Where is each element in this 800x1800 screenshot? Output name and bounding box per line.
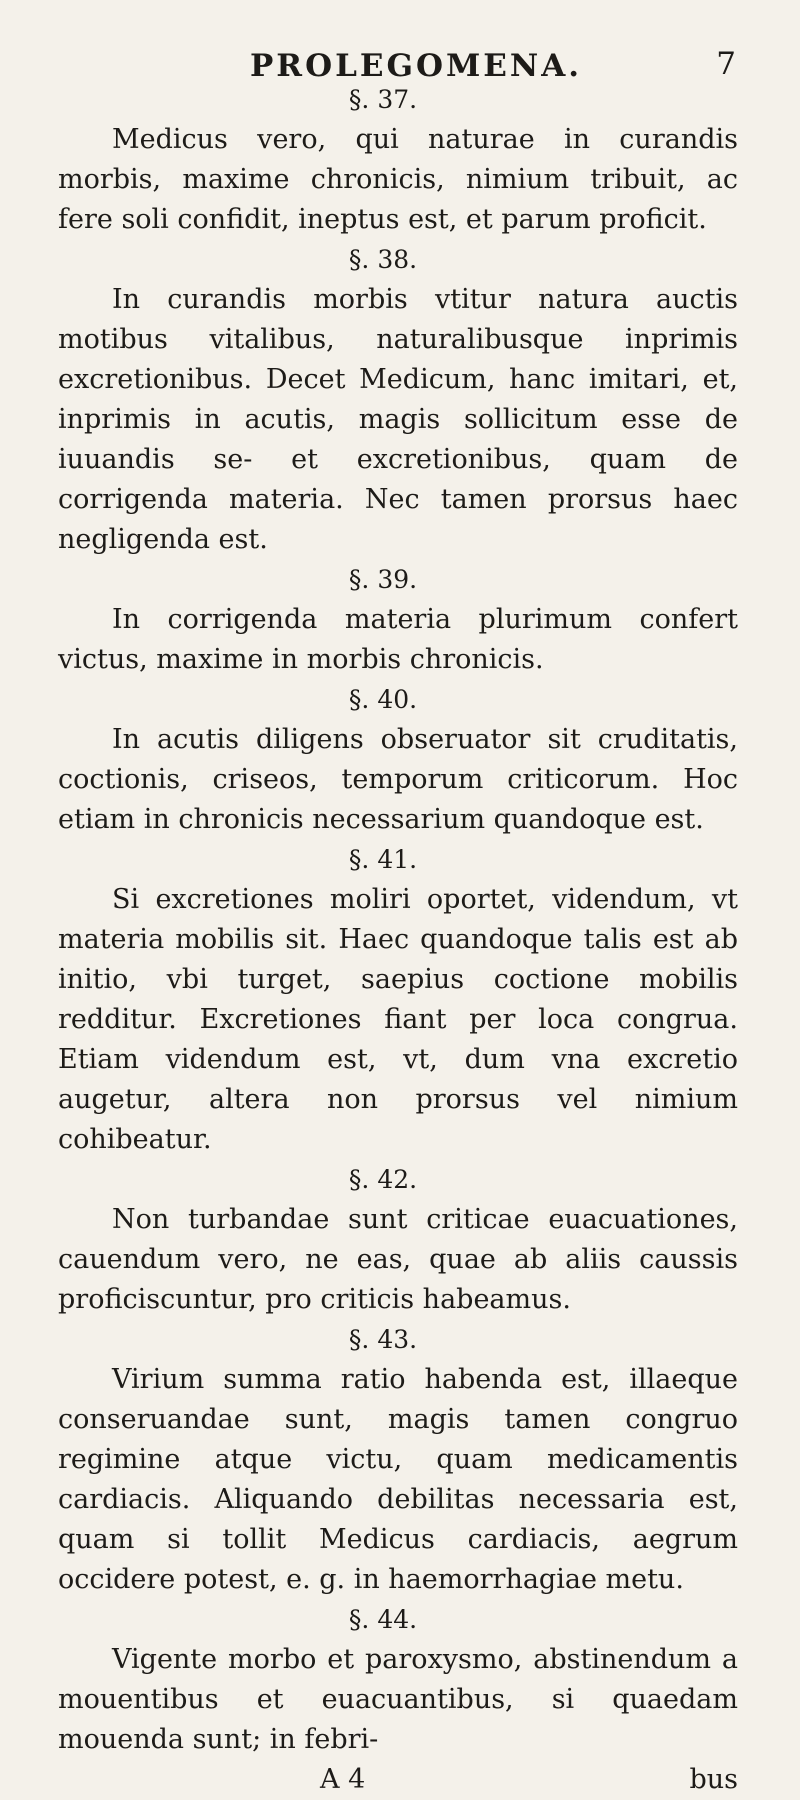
section-text: In acutis diligens obseruator sit cruditatis, coctionis, criseos, temporum criticorum. Hoc etiam in chronicis necessarium quandoque est. (58, 724, 738, 835)
section-37 (58, 80, 738, 240)
section-text: In curandis morbis vtitur natura auctis motibus vitalibus, naturalibusque inprimis excretionibus. Decet Medicum, hanc imitari, et, inprimis in acutis, magis sollicitum esse de iuuandis se- et excretionibus, quam de corrigenda materia. Nec tamen prorsus haec negligenda est. (58, 284, 738, 555)
section-text: Vigente morbo et paroxysmo, abstinendum a mouentibus et euacuantibus, si quaedam mouenda sunt; in febri- (58, 1644, 738, 1755)
section-number: §. 38. (348, 245, 418, 274)
section-text: In corrigenda materia plurimum confert victus, maxime in morbis chronicis. (58, 604, 738, 675)
section-42 (58, 1160, 738, 1320)
section-number: §. 41. (348, 845, 418, 874)
section-text: Non turbandae sunt criticae euacuationes, cauendum vero, ne eas, quae ab aliis caussis proficiscuntur, pro criticis habeamus. (58, 1204, 738, 1315)
page-header (58, 34, 738, 84)
page-footer (58, 1760, 738, 1800)
catchword: bus (689, 1764, 738, 1795)
section-text: Medicus vero, qui naturae in curandis morbis, maxime chronicis, nimium tribuit, ac fere soli confidit, ineptus est, et parum proficit. (58, 124, 738, 235)
section-number: §. 37. (348, 85, 418, 114)
section-number: §. 39. (348, 565, 418, 594)
section-number: §. 40. (348, 685, 418, 714)
page-number: 7 (716, 46, 736, 82)
section-43 (58, 1320, 738, 1600)
section-text: Si excretiones moliri oportet, videndum, vt materia mobilis sit. Haec quandoque talis est ab initio, vbi turget, saepius coctione mobilis redditur. Excretiones fiant per loca congrua. Etiam videndum est, vt, dum vna excretio augetur, altera non prorsus vel nimium cohibeatur. (58, 884, 738, 1155)
section-number: §. 44. (348, 1605, 418, 1634)
section-number: §. 43. (348, 1325, 418, 1354)
section-38 (58, 240, 738, 560)
section-44 (58, 1600, 738, 1760)
section-41 (58, 840, 738, 1160)
running-title: PROLEGOMENA. (250, 48, 583, 84)
section-40 (58, 680, 738, 840)
section-text: Virium summa ratio habenda est, illaeque conseruandae sunt, magis tamen congruo regimine atque victu, quam medicamentis cardiacis. Aliquando debilitas necessaria est, quam si tollit Medicus cardiacis, aegrum occidere potest, e. g. in haemorrhagiae metu. (58, 1364, 738, 1595)
section-39 (58, 560, 738, 680)
signature-mark: A 4 (320, 1764, 366, 1795)
section-number: §. 42. (348, 1165, 418, 1194)
